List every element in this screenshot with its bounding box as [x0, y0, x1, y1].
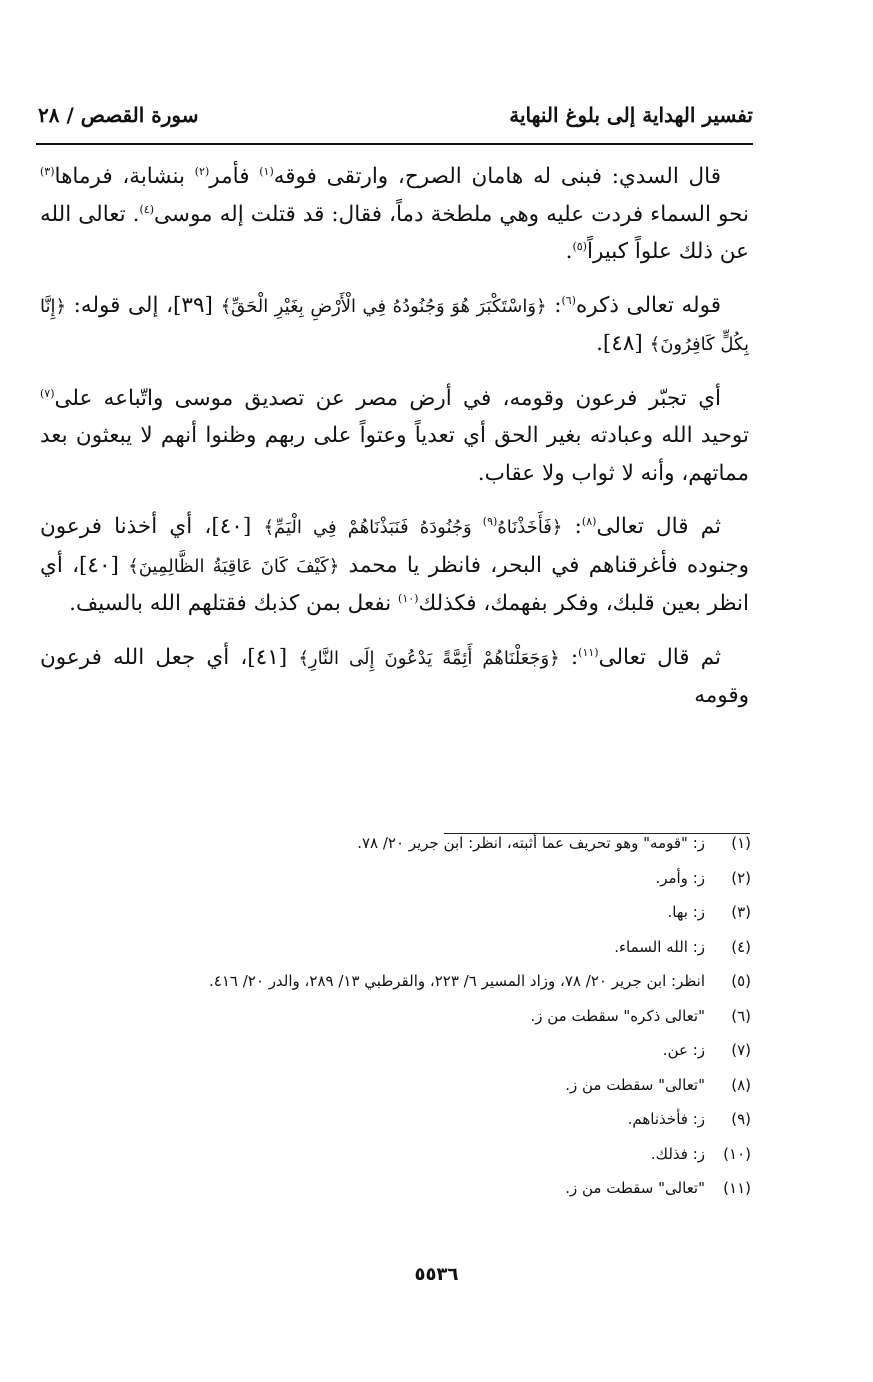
main-text [40, 158, 749, 731]
text-run: [٤٨]. [596, 331, 650, 356]
footnote-item [40, 1068, 751, 1103]
quran-verse: وَجُنُودَهُ فَنَبَذْنَاهُمْ فِي الْيَمِّ﴾ [263, 517, 483, 538]
footnote-item [40, 826, 751, 861]
paragraph-5 [40, 639, 749, 715]
footnote-number: (٩) [731, 1110, 751, 1128]
footnote-text: ز: "قومه" وهو تحريف عما أثبته، انظر: ابن جرير ٢٠/ ٧٨. [357, 834, 705, 852]
text-run: [٤١]، أي جعل الله فرعون وقومه [40, 644, 749, 708]
quran-verse: ﴿وَجَعَلْنَاهُمْ أَئِمَّةً يَدْعُونَ إِلَى النَّارِ﴾ [298, 647, 560, 669]
text-run: بنشابة، فرماها [54, 164, 195, 189]
text-run: قال السدي: فبنى له هامان الصرح، وارتقى فوقه [273, 164, 721, 189]
text-run: : [559, 644, 579, 670]
text-run: توحيد الله وعبادته بغير الحق أي تعدياً وعتواً على ربهم وظنوا أنهم لا يبعثون بعد مماتهم، وأنه لا ثواب ولا عقاب. [40, 423, 749, 486]
footnote-item [40, 999, 751, 1034]
text-run: : [562, 514, 582, 539]
footnote-item [40, 964, 751, 999]
text-run: . تعالى الله عن ذلك علواً كبيراً [40, 201, 749, 264]
quran-verse: ﴿إِنَّا بِكُلٍّ كَافِرُونَ﴾ [40, 295, 749, 355]
footnote-number: (١) [731, 834, 751, 852]
footnote-number: (٥) [731, 972, 751, 990]
footnote-number: (١٠) [723, 1144, 751, 1163]
footnote-text: ز: عن. [662, 1041, 705, 1059]
footnote-text: ز: فذلك. [650, 1144, 705, 1163]
footnote-text: "تعالى ذكره" سقطت من ز. [530, 1006, 705, 1025]
footnote-text: ز: الله السماء. [614, 937, 705, 956]
footnote-item [40, 930, 751, 965]
footnotes [40, 826, 751, 1206]
footnote-ref: (٣) [40, 164, 55, 178]
footnote-item [40, 1171, 751, 1206]
footnote-text: ز: وأمر. [655, 868, 705, 887]
quran-verse: ﴿فَأَخَذْنَاهُ [497, 517, 563, 538]
paragraph-1 [40, 158, 749, 271]
paragraph-3 [40, 380, 749, 493]
footnote-text: ز: بها. [667, 903, 705, 921]
footnote-ref: (٢) [194, 164, 210, 178]
footnote-text: ز: فأخذناهم. [627, 1110, 705, 1128]
paragraph-4 [40, 508, 749, 623]
book-title: تفسير الهداية إلى بلوغ النهاية [509, 103, 753, 127]
text-run: ثم قال تعالى [598, 644, 721, 670]
text-run: نفعل بمن كذبك فقتلهم الله بالسيف. [69, 591, 399, 616]
footnote-item [40, 1137, 751, 1172]
page-number: ٥٥٣٦ [414, 1264, 459, 1285]
surah-label: سورة القصص / ٢٨ [38, 103, 199, 127]
footnote-number: (٣) [731, 903, 751, 921]
footnote-number: (٧) [731, 1041, 751, 1059]
footnote-number: (٤) [731, 937, 751, 956]
footnote-ref: (٧) [40, 386, 55, 400]
text-run: نحو السماء فردت عليه وهي ملطخة دماً، فقال: قد قتلت إله موسى [154, 201, 749, 227]
text-run: ثم قال تعالى [596, 514, 721, 539]
text-run: . [565, 239, 573, 264]
footnote-ref: (٦) [561, 293, 576, 307]
footnote-item [40, 1033, 751, 1068]
text-run: قوله تعالى ذكره [575, 292, 721, 318]
footnote-item [40, 861, 751, 896]
text-run: أي تجبّر فرعون وقومه، في أرض مصر عن تصديق موسى واتّباعه على [54, 385, 721, 411]
footnote-text: "تعالى" سقطت من ز. [565, 1075, 705, 1094]
footnote-ref: (١) [259, 164, 274, 178]
footnote-ref: (٩) [482, 514, 498, 528]
footnote-number: (٢) [731, 868, 751, 887]
footnote-item [40, 1102, 751, 1137]
footnote-text: انظر: ابن جرير ٢٠/ ٧٨، وزاد المسير ٦/ ٢٢٣، والقرطبي ١٣/ ٢٨٩، والدر ٢٠/ ٤١٦. [209, 972, 705, 990]
footnote-number: (٨) [731, 1075, 751, 1094]
footnote-ref: (٤) [139, 202, 155, 216]
footnote-ref: (١١) [578, 645, 599, 659]
footnote-ref: (١٠) [398, 591, 419, 605]
footnote-ref: (٥) [572, 239, 587, 253]
footnote-number: (١١) [723, 1179, 751, 1197]
footnote-item [40, 895, 751, 930]
text-run: : [546, 292, 562, 318]
running-header [38, 95, 753, 135]
text-run: [٤٠]، أي انظر بعين قلبك، وفكر بفهمك، فكذلك [40, 552, 749, 616]
text-run: [٤٠]، أي أخذنا فرعون وجنوده فأغرقناهم في البحر، فانظر يا محمد [40, 514, 749, 578]
footnote-text: "تعالى" سقطت من ز. [565, 1179, 705, 1197]
paragraph-2 [40, 287, 749, 364]
text-run: [٣٩]، إلى قوله: [66, 292, 221, 318]
footnote-ref: (٨) [581, 514, 597, 528]
quran-verse: ﴿كَيْفَ كَانَ عَاقِبَةُ الظَّالِمِينَ﴾ [128, 555, 340, 577]
footnote-number: (٦) [731, 1006, 751, 1025]
header-rule [36, 143, 753, 145]
quran-verse: ﴿وَاسْتَكْبَرَ هُوَ وَجُنُودُهُ فِي الْأَرْضِ بِغَيْرِ الْحَقِّ﴾ [220, 295, 547, 317]
text-run: فأمر [209, 164, 260, 189]
